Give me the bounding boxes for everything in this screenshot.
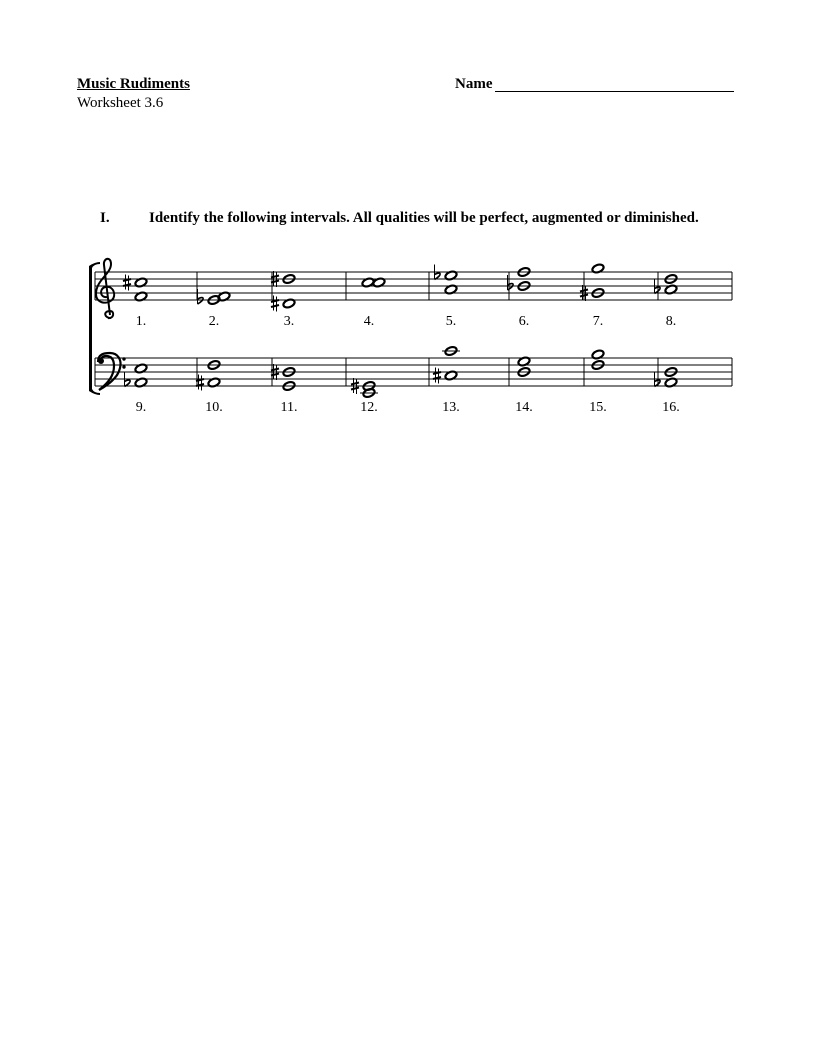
interval-13 — [433, 346, 460, 415]
worksheet-number: Worksheet 3.6 — [77, 95, 164, 111]
interval-number-label: 2. — [208, 314, 220, 329]
interval-9 — [125, 363, 148, 415]
interval-number-label: 9. — [135, 400, 147, 415]
interval-number-label: 13. — [442, 400, 460, 415]
interval-4 — [361, 277, 385, 329]
interval-15 — [589, 349, 607, 415]
interval-number-label: 8. — [665, 314, 677, 329]
section-instruction: Identify the following intervals. All qualities will be perfect, augmented or diminished. — [149, 210, 699, 226]
interval-2 — [198, 289, 231, 329]
interval-number-label: 6. — [518, 314, 530, 329]
sharp-icon — [433, 368, 441, 384]
sharp-icon — [123, 275, 131, 291]
interval-10 — [196, 360, 223, 415]
interval-number-label: 4. — [363, 314, 375, 329]
treble-clef-icon — [96, 259, 114, 318]
interval-number-label: 10. — [205, 400, 223, 415]
course-title: Music Rudiments — [77, 76, 190, 92]
interval-number-label: 14. — [515, 400, 533, 415]
interval-number-label: 7. — [592, 314, 604, 329]
interval-number-label: 15. — [589, 400, 607, 415]
flat-icon — [198, 289, 204, 304]
interval-number-label: 1. — [135, 314, 147, 329]
interval-number-label: 3. — [283, 314, 295, 329]
interval-number-label: 5. — [445, 314, 457, 329]
interval-number-label: 16. — [662, 400, 680, 415]
interval-5 — [435, 265, 458, 330]
section-number: I. — [100, 210, 110, 226]
name-label: Name — [455, 76, 493, 92]
interval-1 — [123, 275, 148, 330]
interval-12 — [351, 378, 378, 415]
interval-6 — [508, 267, 531, 329]
interval-number-label: 11. — [280, 400, 298, 415]
interval-number-label: 12. — [360, 400, 378, 415]
flat-icon — [508, 275, 514, 290]
